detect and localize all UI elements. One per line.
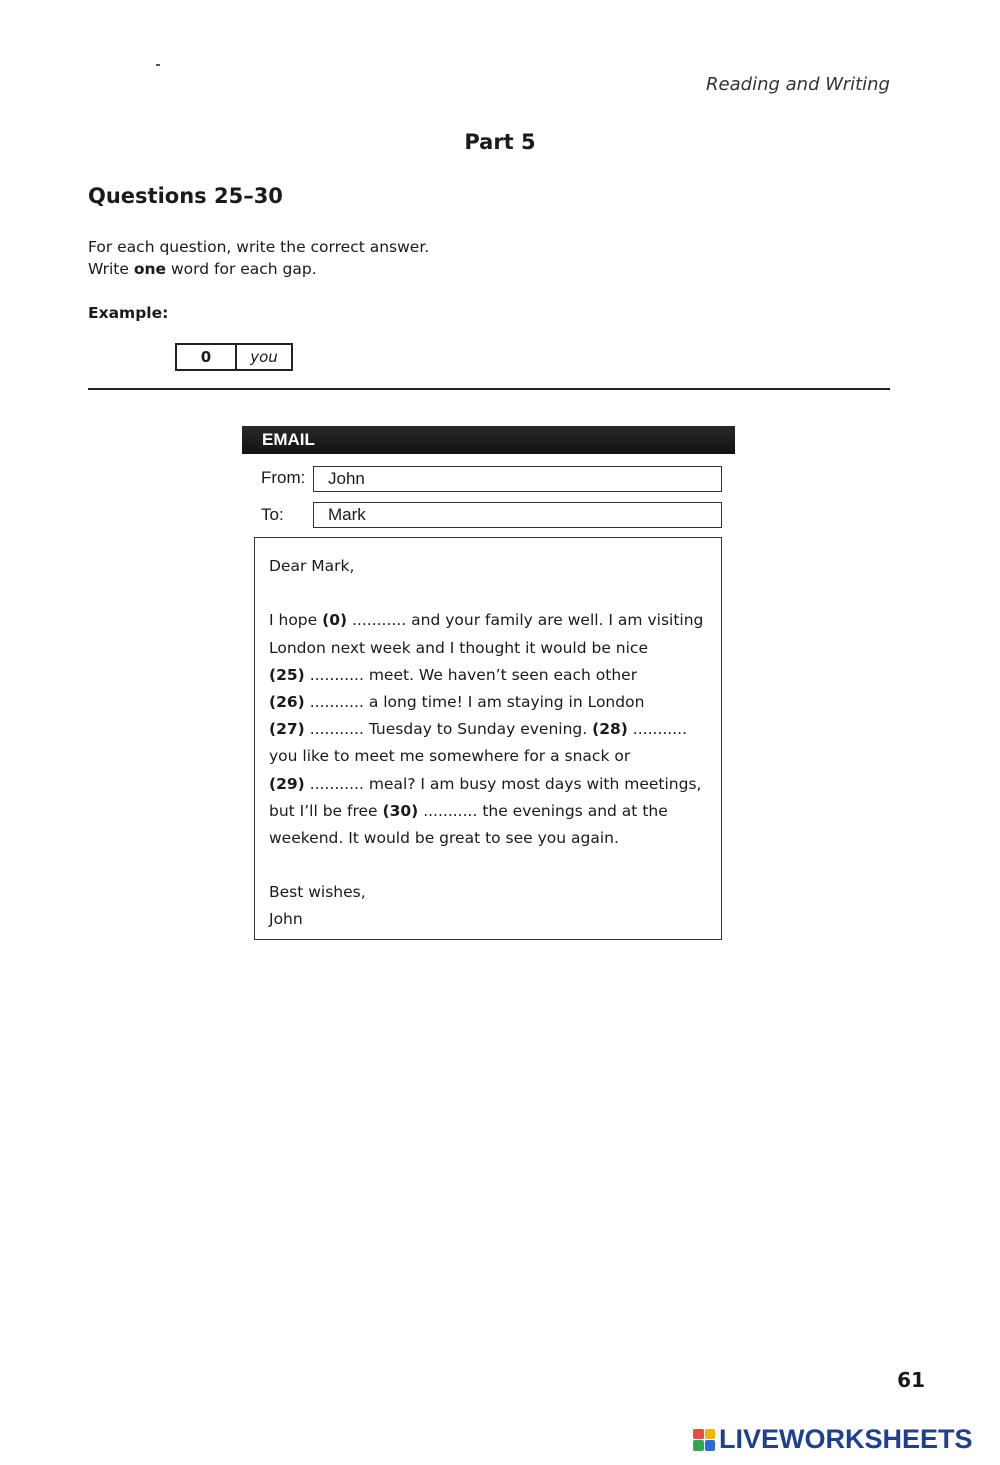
gap-25[interactable]: ........... [309, 665, 364, 684]
divider-rule [88, 388, 890, 390]
instruction-line-1: For each question, write the correct answer. [88, 238, 430, 256]
body-line-8: but I’ll be free (30) ........... the evenings and at the [269, 801, 668, 820]
gap-26[interactable]: ........... [309, 692, 364, 711]
gap-29-marker: (29) [269, 774, 305, 793]
from-field: John [313, 466, 722, 492]
email-title-bar: EMAIL [242, 426, 735, 454]
gap-30[interactable]: ........... [423, 801, 478, 820]
example-answer-box [175, 343, 293, 371]
gap-29[interactable]: ........... [309, 774, 364, 793]
gap-0: ........... [352, 611, 407, 630]
logo-tile-1 [693, 1429, 704, 1440]
liveworksheets-brand [693, 1424, 973, 1455]
instruction-line-2: Write one word for each gap. [88, 260, 317, 278]
gap-25-marker: (25) [269, 665, 305, 684]
page-number: 61 [897, 1368, 925, 1392]
gap-27[interactable]: ........... [309, 720, 364, 739]
body-line-9: weekend. It would be great to see you again. [269, 828, 619, 847]
email-body [269, 553, 714, 934]
example-number: 0 [177, 345, 237, 369]
body-line-7: (29) ........... meal? I am busy most days with meetings, [269, 774, 702, 793]
sign-off: Best wishes, [269, 883, 366, 902]
body-line-2: London next week and I thought it would be nice [269, 638, 648, 657]
gap-26-marker: (26) [269, 692, 305, 711]
logo-tile-4 [705, 1440, 716, 1451]
brand-name: LIVEWORKSHEETS [719, 1424, 973, 1454]
gap-28-marker: (28) [592, 720, 628, 739]
example-answer: you [250, 348, 278, 366]
stray-mark [156, 64, 160, 66]
running-head: Reading and Writing [706, 74, 890, 95]
liveworksheets-logo-icon [693, 1429, 715, 1451]
gap-28[interactable]: ........... [632, 720, 687, 739]
body-line-5: (27) ........... Tuesday to Sunday evening. (28) ........... [269, 720, 687, 739]
body-line-1: I hope (0) ........... and your family are well. I am visiting [269, 611, 704, 630]
body-line-4: (26) ........... a long time! I am staying in London [269, 692, 645, 711]
questions-heading: Questions 25–30 [88, 184, 283, 208]
logo-tile-2 [705, 1429, 716, 1440]
from-label: From: [261, 468, 306, 487]
greeting: Dear Mark, [269, 557, 355, 575]
signature: John [269, 910, 303, 929]
instructions [88, 236, 429, 280]
to-label: To: [261, 505, 284, 524]
to-field: Mark [313, 502, 722, 528]
example-label: Example: [88, 304, 169, 322]
body-line-6: you like to meet me somewhere for a snack or [269, 747, 631, 766]
gap-0-marker: (0) [322, 611, 348, 630]
body-line-3: (25) ........... meet. We haven’t seen each other [269, 665, 638, 684]
part-title: Part 5 [464, 130, 536, 154]
gap-30-marker: (30) [382, 801, 419, 820]
gap-27-marker: (27) [269, 720, 305, 739]
logo-tile-3 [693, 1440, 704, 1451]
